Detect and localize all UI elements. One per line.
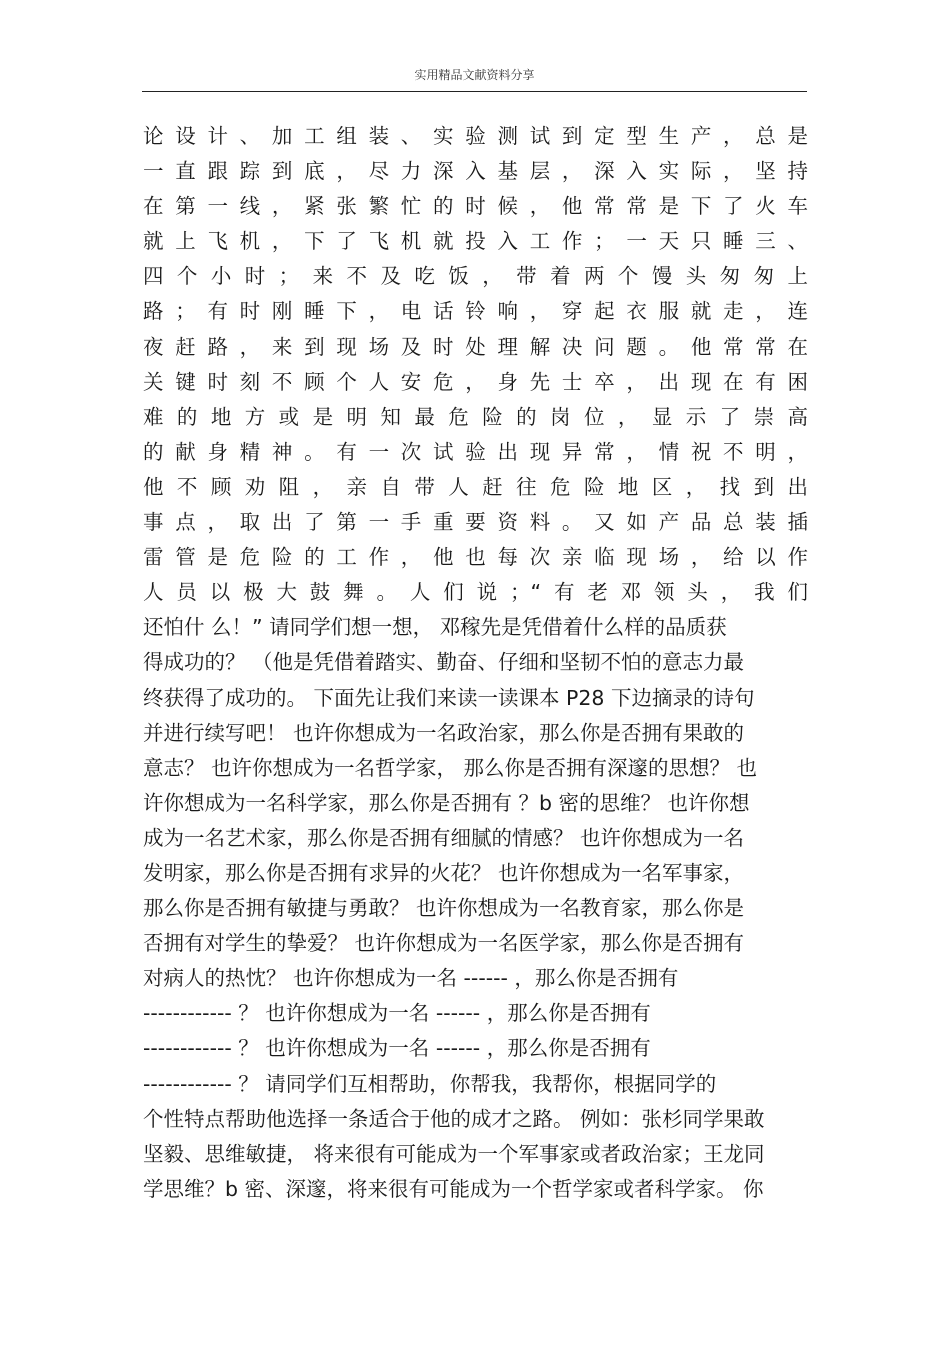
text-line: 否拥有对学生的挚爱？ 也许你想成为一名医学家，那么你是否拥有 xyxy=(143,931,745,956)
text-line: 的献身精神。有一次试验出现异常，情祝不明， xyxy=(143,439,808,464)
text-line: 人员以极大鼓舞。人们说；“有老邓领头，我们 xyxy=(143,580,808,605)
text-line: 个性特点帮助他选择一条适合于他的成才之路。 例如：张杉同学果敢 xyxy=(143,1106,765,1131)
text-line: ------------ ？ 也许你想成为一名 ------ ，那么你是否拥有 xyxy=(143,1001,651,1026)
text-line: 意志？ 也许你想成为一名哲学家， 那么你是否拥有深邃的思想？ 也 xyxy=(143,755,758,780)
text-line: 并进行续写吧！ 也许你想成为一名政治家，那么你是否拥有果敢的 xyxy=(143,720,745,745)
text-line: 关键时刻不顾个人安危，身先士卒，出现在有困 xyxy=(143,369,808,394)
text-line: 就上飞机，下了飞机就投入工作；一天只睡三、 xyxy=(143,229,808,254)
text-line: 在第一线，紧张繁忙的时候，他常常是下了火车 xyxy=(143,194,808,219)
body-text xyxy=(143,119,808,1207)
text-line: 论设计、加工组装、实验测试到定型生产，总是 xyxy=(143,124,808,148)
text-line: 终获得了成功的。 下面先让我们来读一读课本 P28 下边摘录的诗句 xyxy=(143,685,755,710)
text-line: 他不顾劝阻，亲自带人赶往危险地区，找到出 xyxy=(143,474,808,499)
text-line: 难的地方或是明知最危险的岗位，显示了崇高 xyxy=(143,404,808,429)
text-line: 得成功的？ （他是凭借着踏实、勤奋、仔细和坚韧不怕的意志力最 xyxy=(143,650,745,675)
text-line: 雷管是危险的工作，他也每次亲临现场，给以作 xyxy=(143,545,808,570)
text-line: 夜赶路，来到现场及时处理解决问题。他常常在 xyxy=(143,334,808,359)
header-divider xyxy=(142,91,807,92)
text-line: 对病人的热忱？ 也许你想成为一名 ------ ，那么你是否拥有 xyxy=(143,966,679,991)
text-line: 四个小时；来不及吃饭，带着两个馒头匆匆上 xyxy=(143,264,808,289)
text-line: 事点，取出了第一手重要资料。又如产品总装插 xyxy=(143,510,808,535)
text-line: 发明家，那么你是否拥有求异的火花？ 也许你想成为一名军事家， xyxy=(143,860,745,885)
text-line: ------------ ？ 也许你想成为一名 ------ ，那么你是否拥有 xyxy=(143,1036,651,1061)
text-line: ------------ ？ 请同学们互相帮助，你帮我，我帮你，根据同学的 xyxy=(143,1071,717,1096)
text-line: 还怕什 么！” 请同学们想一想， 邓稼先是凭借着什么样的品质获 xyxy=(143,615,727,640)
text-line: 坚毅、思维敏捷， 将来很有可能成为一个军事家或者政治家；王龙同 xyxy=(143,1141,765,1166)
text-line: 一直跟踪到底，尽力深入基层，深入实际，坚持 xyxy=(143,159,808,184)
text-line: 学思维？b 密、深邃，将来很有可能成为一个哲学家或者科学家。 你 xyxy=(143,1176,764,1201)
text-line: 成为一名艺术家，那么你是否拥有细腻的情感？ 也许你想成为一名 xyxy=(143,825,745,850)
text-line: 那么你是否拥有敏捷与勇敢？ 也许你想成为一名教育家，那么你是 xyxy=(143,896,745,921)
text-line: 许你想成为一名科学家，那么你是否拥有 ？b 密的思维？ 也许你想 xyxy=(143,790,750,815)
page-header: 实用精品文献资料分享 xyxy=(414,68,535,82)
text-line: 路；有时刚睡下，电话铃响，穿起衣服就走，连 xyxy=(143,299,808,324)
